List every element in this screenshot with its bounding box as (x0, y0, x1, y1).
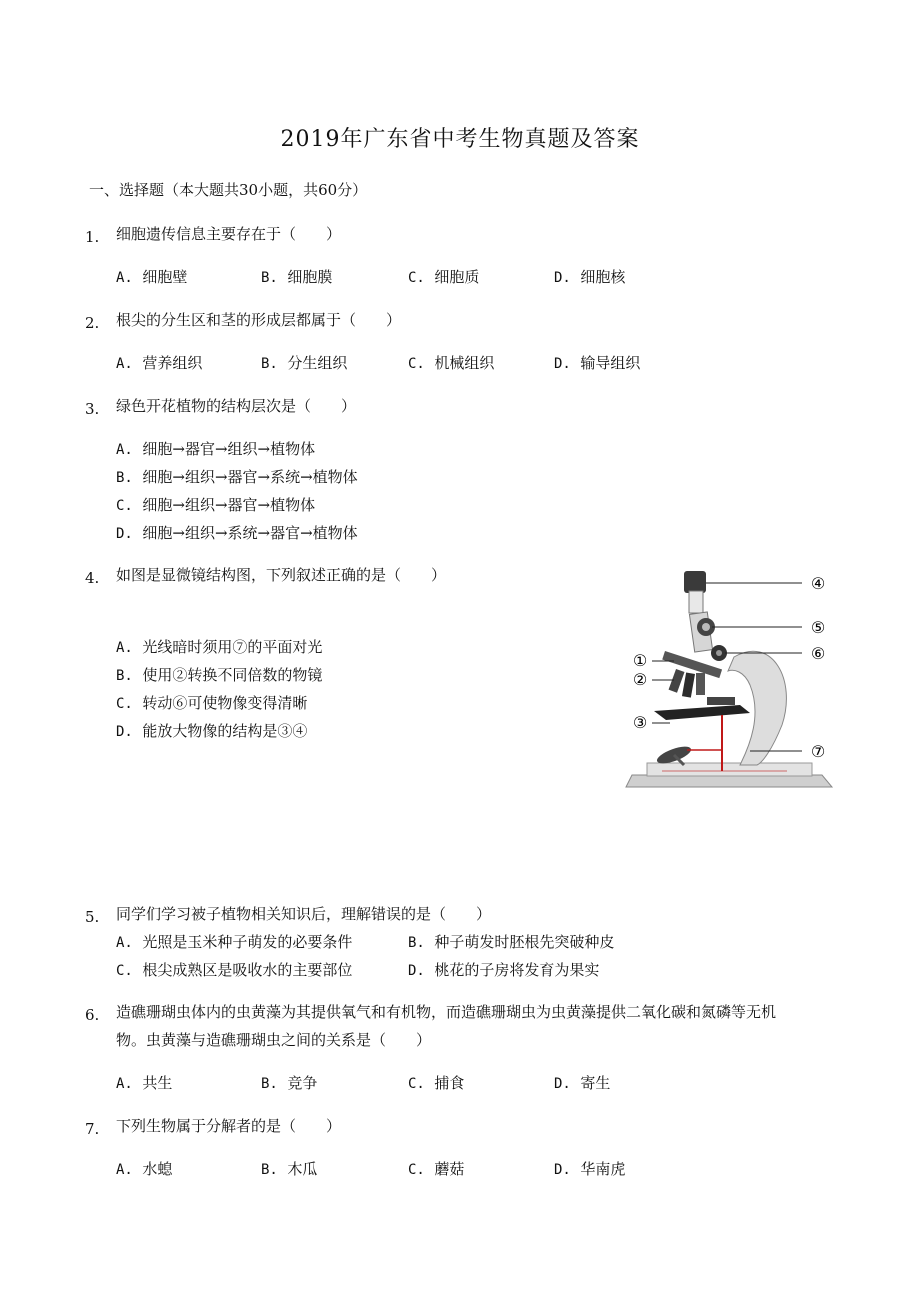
question-text: 如图是显微镜结构图，下列叙述正确的是（ ） (116, 566, 447, 584)
option-a: A. 营养组织 (116, 354, 203, 372)
option-d: D. 输导组织 (554, 354, 641, 372)
question-number: 4. (85, 569, 100, 587)
section-heading: 一、选择题（本大题共30小题，共60分） (89, 181, 368, 199)
option-b: B. 竞争 (261, 1074, 318, 1092)
question-text: 绿色开花植物的结构层次是（ ） (116, 397, 357, 415)
question-number: 2. (85, 314, 100, 332)
label-4: ④ (810, 574, 826, 593)
option-c: C. 蘑菇 (408, 1160, 465, 1178)
option-d: D. 细胞→组织→系统→器官→植物体 (116, 524, 358, 542)
option-c: C. 根尖成熟区是吸收水的主要部位 (116, 961, 353, 979)
option-c: C. 捕食 (408, 1074, 465, 1092)
question-text: 根尖的分生区和茎的形成层都属于（ ） (116, 311, 402, 329)
option-a: A. 光照是玉米种子萌发的必要条件 (116, 933, 353, 951)
option-b: B. 木瓜 (261, 1160, 318, 1178)
option-c: C. 细胞→组织→器官→植物体 (116, 496, 316, 514)
page-title: 2019年广东省中考生物真题及答案 (280, 127, 640, 152)
option-d: D. 细胞核 (554, 268, 626, 286)
option-b: B. 使用②转换不同倍数的物镜 (116, 666, 323, 684)
question-number: 3. (85, 400, 100, 418)
question-number: 6. (85, 1006, 100, 1024)
option-a: A. 细胞→器官→组织→植物体 (116, 440, 316, 458)
microscope-figure (622, 565, 838, 789)
question-text: 同学们学习被子植物相关知识后，理解错误的是（ ） (116, 905, 492, 923)
question-text: 细胞遗传信息主要存在于（ ） (116, 225, 342, 243)
option-b: B. 细胞膜 (261, 268, 333, 286)
option-a: A. 细胞壁 (116, 268, 188, 286)
label-6: ⑥ (810, 644, 826, 663)
option-c: C. 细胞质 (408, 268, 480, 286)
option-a: A. 共生 (116, 1074, 173, 1092)
question-number: 7. (85, 1120, 100, 1138)
option-b: B. 分生组织 (261, 354, 348, 372)
option-d: D. 寄生 (554, 1074, 611, 1092)
question-number: 1. (85, 228, 100, 246)
label-7: ⑦ (810, 742, 826, 761)
label-5: ⑤ (810, 618, 826, 637)
option-c: C. 机械组织 (408, 354, 495, 372)
option-b: B. 种子萌发时胚根先突破种皮 (408, 933, 615, 951)
option-a: A. 水螅 (116, 1160, 173, 1178)
label-2: ② (632, 670, 648, 689)
option-d: D. 能放大物像的结构是③④ (116, 722, 308, 740)
option-a: A. 光线暗时须用⑦的平面对光 (116, 638, 323, 656)
question-text-line2: 物。虫黄藻与造礁珊瑚虫之间的关系是（ ） (116, 1031, 432, 1049)
option-c: C. 转动⑥可使物像变得清晰 (116, 694, 308, 712)
option-d: D. 华南虎 (554, 1160, 626, 1178)
option-d: D. 桃花的子房将发育为果实 (408, 961, 600, 979)
label-1: ① (632, 651, 648, 670)
question-text-line1: 造礁珊瑚虫体内的虫黄藻为其提供氧气和有机物，而造礁珊瑚虫为虫黄藻提供二氧化碳和氮磷等无机 (116, 1003, 777, 1021)
label-3: ③ (632, 713, 648, 732)
question-number: 5. (85, 908, 100, 926)
option-b: B. 细胞→组织→器官→系统→植物体 (116, 468, 358, 486)
question-text: 下列生物属于分解者的是（ ） (116, 1117, 342, 1135)
